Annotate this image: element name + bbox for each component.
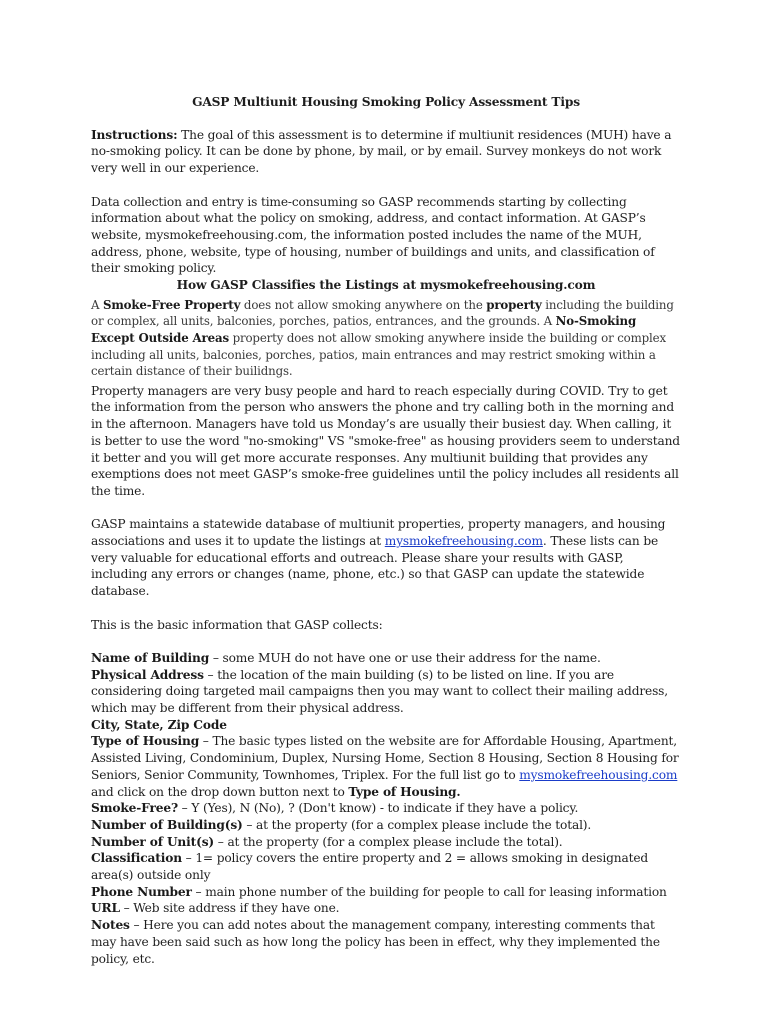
number-of-buildings-label: Number of Building(s) [91, 817, 243, 832]
number-of-buildings-text: – at the property (for a complex please include the total). [242, 817, 592, 832]
data-collection-paragraph: Data collection and entry is time-consuming so GASP recommends starting by collecting information about what the policy on smoking, address, and contact information. At GASP’s website, mysmokefreehousing.com, the information posted includes the name of the MUH, address, phone, website, type of housing, number of buildings and units, and classification of their smoking policy. [91, 194, 655, 276]
number-of-units-label: Number of Unit(s) [91, 834, 215, 849]
classify-text-2: does not allow smoking anywhere on the [240, 297, 487, 312]
classification-text: – 1= policy covers the entire property and 2 = allows smoking in designated area(s) outside only [91, 851, 649, 883]
mysmokefreehousing-link[interactable]: mysmokefreehousing.com [384, 534, 543, 548]
classify-paragraph [91, 297, 681, 380]
field-phone-number [91, 884, 681, 901]
notes-label: Notes [91, 918, 130, 933]
instructions-label: Instructions: [91, 127, 178, 142]
classify-text-3: including the building or complex, all units, balconies, porches, patios, entrances, and the grounds. A [91, 297, 674, 329]
url-text: – Web site address if they have one. [119, 901, 340, 916]
database-text-1: GASP maintains a statewide database of multiunit properties, property managers, and housing associations and uses it to update the listings at [91, 517, 666, 548]
instructions-text: The goal of this assessment is to determine if multiunit residences (MUH) have a no-smoking policy. It can be done by phone, by mail, or by email. Survey monkeys do not work very well in our experience. [91, 127, 672, 176]
physical-address-text: – the location of the main building (s) to be listed on line. If you are considering doing targeted mail campaigns then you may want to collect their mailing address, which may be different from their physical address. [91, 667, 669, 715]
property-term: property [486, 297, 542, 312]
field-physical-address [91, 667, 681, 717]
smoke-free-label: Smoke-Free? [91, 801, 178, 816]
number-of-units-text: – at the property (for a complex please include the total). [214, 834, 563, 849]
url-label: URL [91, 901, 120, 916]
type-of-housing-label: Type of Housing [91, 734, 200, 749]
type-of-housing-text-2: and click on the drop down button next to [91, 784, 349, 799]
field-number-of-units [91, 834, 681, 851]
smoke-free-property-term: Smoke-Free Property [102, 297, 241, 312]
phone-number-label: Phone Number [91, 884, 192, 899]
no-smoking-except-outside-term: No-Smoking Except Outside Areas [91, 314, 637, 345]
classify-text-4: property does not allow smoking anywhere inside the building or complex including all units, balconies, porches, patios, main entrances and may restrict smoking within a certain distance of their builidngs. [91, 330, 667, 379]
field-smoke-free [91, 800, 681, 817]
city-state-zip-label: City, State, Zip Code [91, 717, 227, 732]
database-text-2: . These lists can be very valuable for educational efforts and outreach. Please share your results with GASP, including any errors or changes (name, phone, etc.) so that GASP can update the statewide database. [91, 534, 659, 599]
name-of-building-label: Name of Building [91, 650, 210, 665]
field-notes [91, 917, 681, 967]
classify-heading: How GASP Classifies the Listings at mysmokefreehousing.com [176, 278, 596, 293]
field-number-of-buildings [91, 817, 681, 834]
name-of-building-text: – some MUH do not have one or use their address for the name. [209, 650, 601, 665]
field-url [91, 900, 681, 917]
phone-number-text: – main phone number of the building for people to call for leasing information [191, 884, 667, 899]
instructions-paragraph [91, 127, 681, 177]
field-classification [91, 850, 681, 883]
property-managers-paragraph: Property managers are very busy people and hard to reach especially during COVID. Try to get the information from the person who answers the phone and try calling both in the morning and in the afternoon. Managers have told us Monday’s are usually their busiest day. When calling, it is better to use the word "no-smoking" VS "smoke-free" as housing providers seem to understand it better and you will get more accurate responses. Any multiunit building that provides any exemptions does not meet GASP’s smoke-free guidelines until the policy includes all residents all the time. [91, 383, 680, 498]
smoke-free-text: – Y (Yes), N (No), ? (Don't know) - to indicate if they have a policy. [177, 801, 579, 816]
type-of-housing-bold-end: Type of Housing. [348, 784, 461, 799]
classify-text-1: A [91, 297, 103, 312]
notes-text: – Here you can add notes about the management company, interesting comments that may have been said such as how long the policy has been in effect, why they implemented the policy, etc. [91, 918, 660, 966]
document-page [91, 94, 681, 967]
database-paragraph [91, 516, 681, 600]
type-of-housing-text-1: – The basic types listed on the website are for Affordable Housing, Apartment, Assisted Living, Condominium, Duplex, Nursing Home, Section 8 Housing, Section 8 Housing for Seniors, Senior Community, Townhomes, Triplex. For the full list go to [91, 734, 679, 782]
type-of-housing-link[interactable]: mysmokefreehousing.com [519, 767, 678, 782]
physical-address-label: Physical Address [91, 667, 204, 682]
classification-label: Classification [91, 851, 182, 866]
field-name-of-building [91, 650, 681, 667]
field-city-state-zip [91, 717, 681, 734]
document-title: GASP Multiunit Housing Smoking Policy Assessment Tips [192, 95, 580, 109]
field-type-of-housing [91, 733, 681, 800]
basic-info-intro: This is the basic information that GASP collects: [91, 617, 383, 632]
